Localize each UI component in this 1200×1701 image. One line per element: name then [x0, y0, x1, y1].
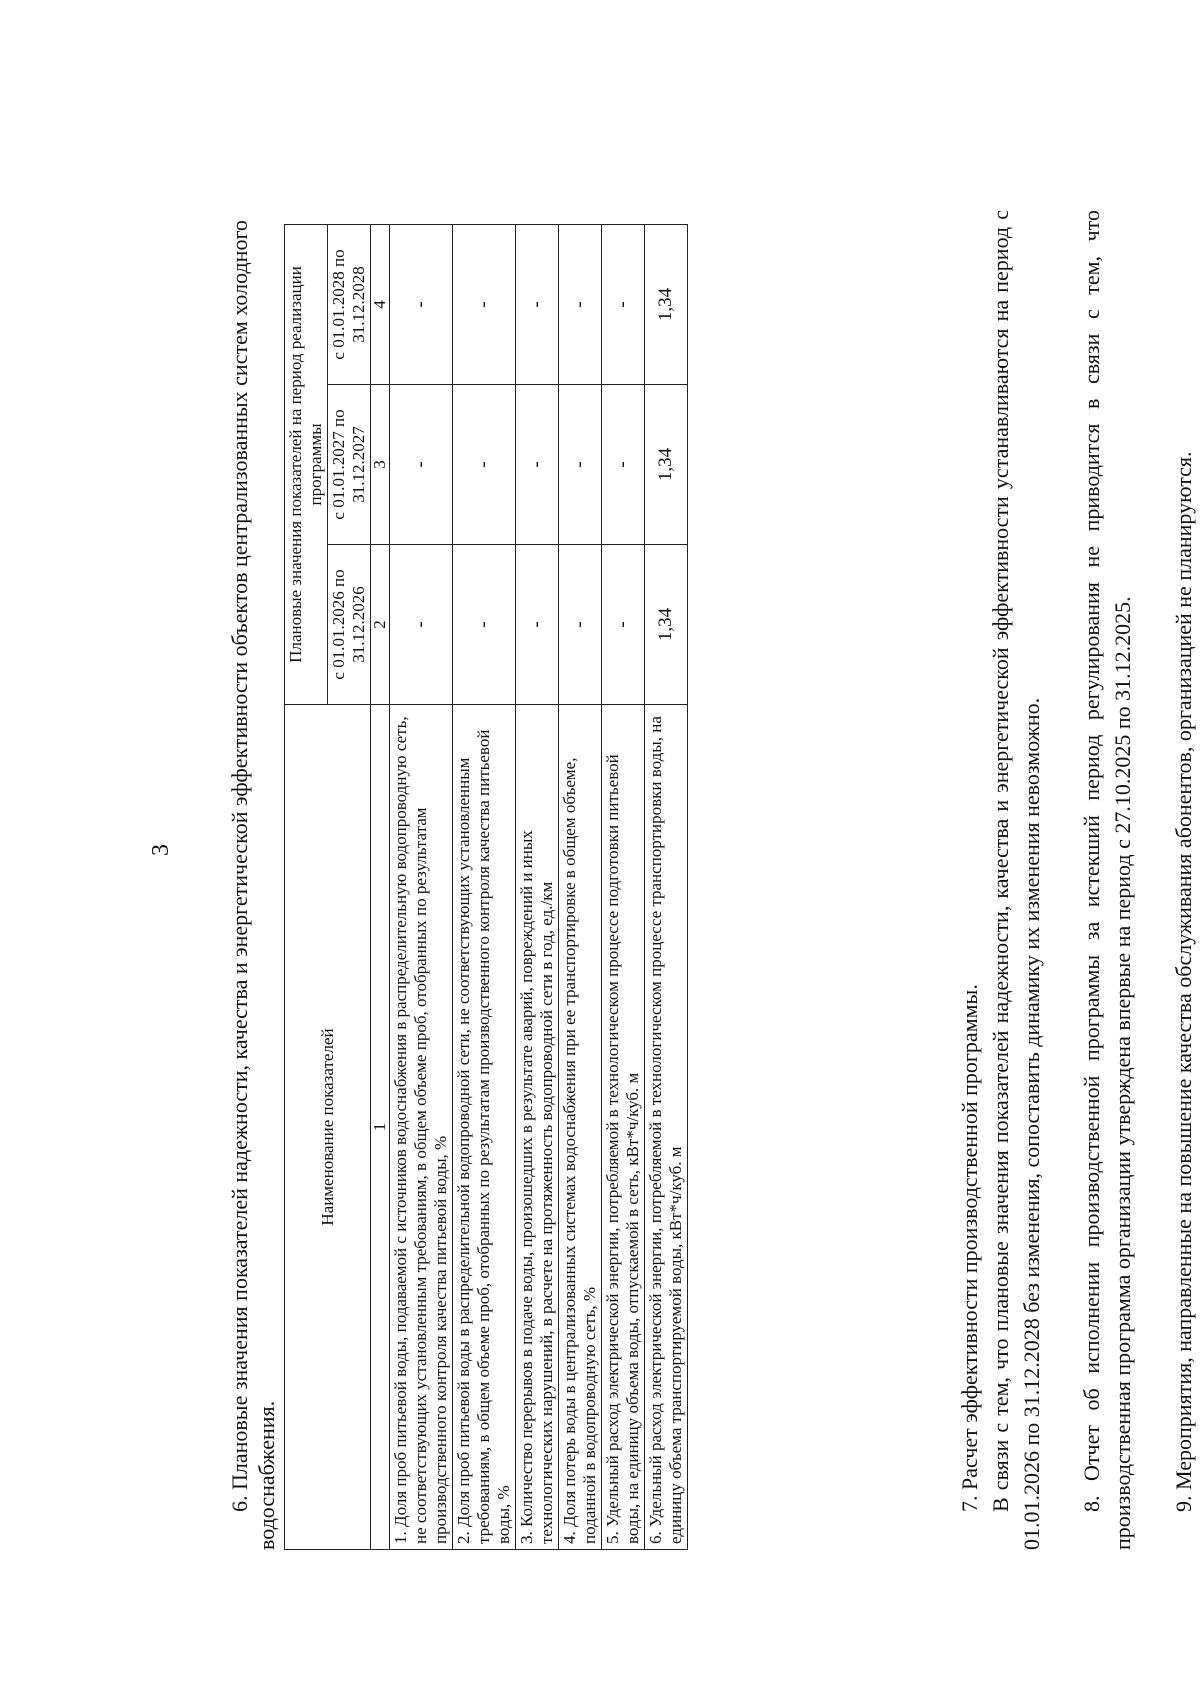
table-row	[559, 224, 602, 1549]
section-7-heading: 7. Расчет эффективности производственной программы.	[957, 984, 982, 1512]
value-2028: -	[453, 224, 516, 384]
section-8-text: 8. Отчет об исполнении производственной программы за истекший период регулирования не приводится в связи с тем, что производственная программа организации утверждена впервые на период с 27.10.2025 по 31.12.2025.	[1079, 210, 1135, 1550]
value-2028: -	[559, 224, 602, 384]
column-number: 3	[371, 385, 390, 545]
column-number: 2	[371, 545, 390, 705]
value-2028: -	[390, 224, 453, 384]
value-2028: 1,34	[645, 224, 688, 384]
value-2026: 1,34	[645, 545, 688, 705]
value-2027: -	[453, 385, 516, 545]
indicator-name: 3. Количество перерывов в подаче воды, произошедших в результате аварий, повреждений и иных технологических нарушений, в расчете на протяженность водопроводной сети в год, ед./км	[516, 705, 559, 1550]
period-2027-header: с 01.01.2027 по 31.12.2027	[328, 385, 371, 545]
indicator-name: 1. Доля проб питьевой воды, подаваемой с источников водоснабжения в распределительную водопроводную сеть, не соответствующих установленным требованиям, в общем объеме проб, отобранных по результатам производственного контроля качества питьевой воды, %	[390, 705, 453, 1550]
value-2028: -	[602, 224, 645, 384]
indicator-name: 4. Доля потерь воды в централизованных системах водоснабжения при ее транспортировке в общем объеме, поданной в водопроводную сеть, %	[559, 705, 602, 1550]
column-number: 4	[371, 224, 390, 384]
value-2027: -	[602, 385, 645, 545]
indicators-table	[284, 224, 688, 1550]
value-2027: -	[390, 385, 453, 545]
indicator-name: 2. Доля проб питьевой воды в распределительной водопроводной сети, не соответствующих установленным требованиям, в общем объеме проб, отобранных по результатам производственного контроля качества питьевой воды, %	[453, 705, 516, 1550]
value-2026: -	[602, 545, 645, 705]
page-number: 3	[148, 844, 174, 856]
value-2027: -	[516, 385, 559, 545]
section-7-text: В связи с тем, что плановые значения показателей надежности, качества и энергетической эффективности устанавливаются на период с 01.01.2026 по 31.12.2028 без изменения, сопоставить динамику их изменения невозможно.	[988, 210, 1044, 1550]
value-2027: 1,34	[645, 385, 688, 545]
table-row	[516, 224, 559, 1549]
period-2026-header: с 01.01.2026 по 31.12.2026	[328, 545, 371, 705]
indicator-name: 5. Удельный расход электрической энергии, потребляемой в технологическом процессе подготовки питьевой воды, на единицу объема воды, отпускаемой в сеть, кВт*ч/куб. м	[602, 705, 645, 1550]
table-row	[453, 224, 516, 1549]
table-row	[390, 224, 453, 1549]
section-9-text: 9. Мероприятия, направленные на повышение качества обслуживания абонентов, организацией не планируются.	[1171, 451, 1196, 1512]
indicator-name: 6. Удельный расход электрической энергии, потребляемой в технологическом процессе транспортировки воды, на единицу объема транспортируемой воды, кВт*ч/куб. м	[645, 705, 688, 1550]
document-page	[110, 110, 1196, 1590]
value-2026: -	[516, 545, 559, 705]
value-2026: -	[559, 545, 602, 705]
value-2026: -	[453, 545, 516, 705]
period-2028-header: с 01.01.2028 по 31.12.2028	[328, 224, 371, 384]
value-2027: -	[559, 385, 602, 545]
table-row	[645, 224, 688, 1549]
table-row	[602, 224, 645, 1549]
planned-values-header: Плановые значения показателей на период реализации программы	[285, 224, 328, 704]
column-number: 1	[371, 705, 390, 1550]
section-6-heading: 6. Плановые значения показателей надежности, качества и энергетической эффективности объектов централизованных систем холодного водоснабжения.	[227, 220, 279, 1550]
indicator-name-header: Наименование показателей	[285, 705, 371, 1550]
value-2028: -	[516, 224, 559, 384]
value-2026: -	[390, 545, 453, 705]
